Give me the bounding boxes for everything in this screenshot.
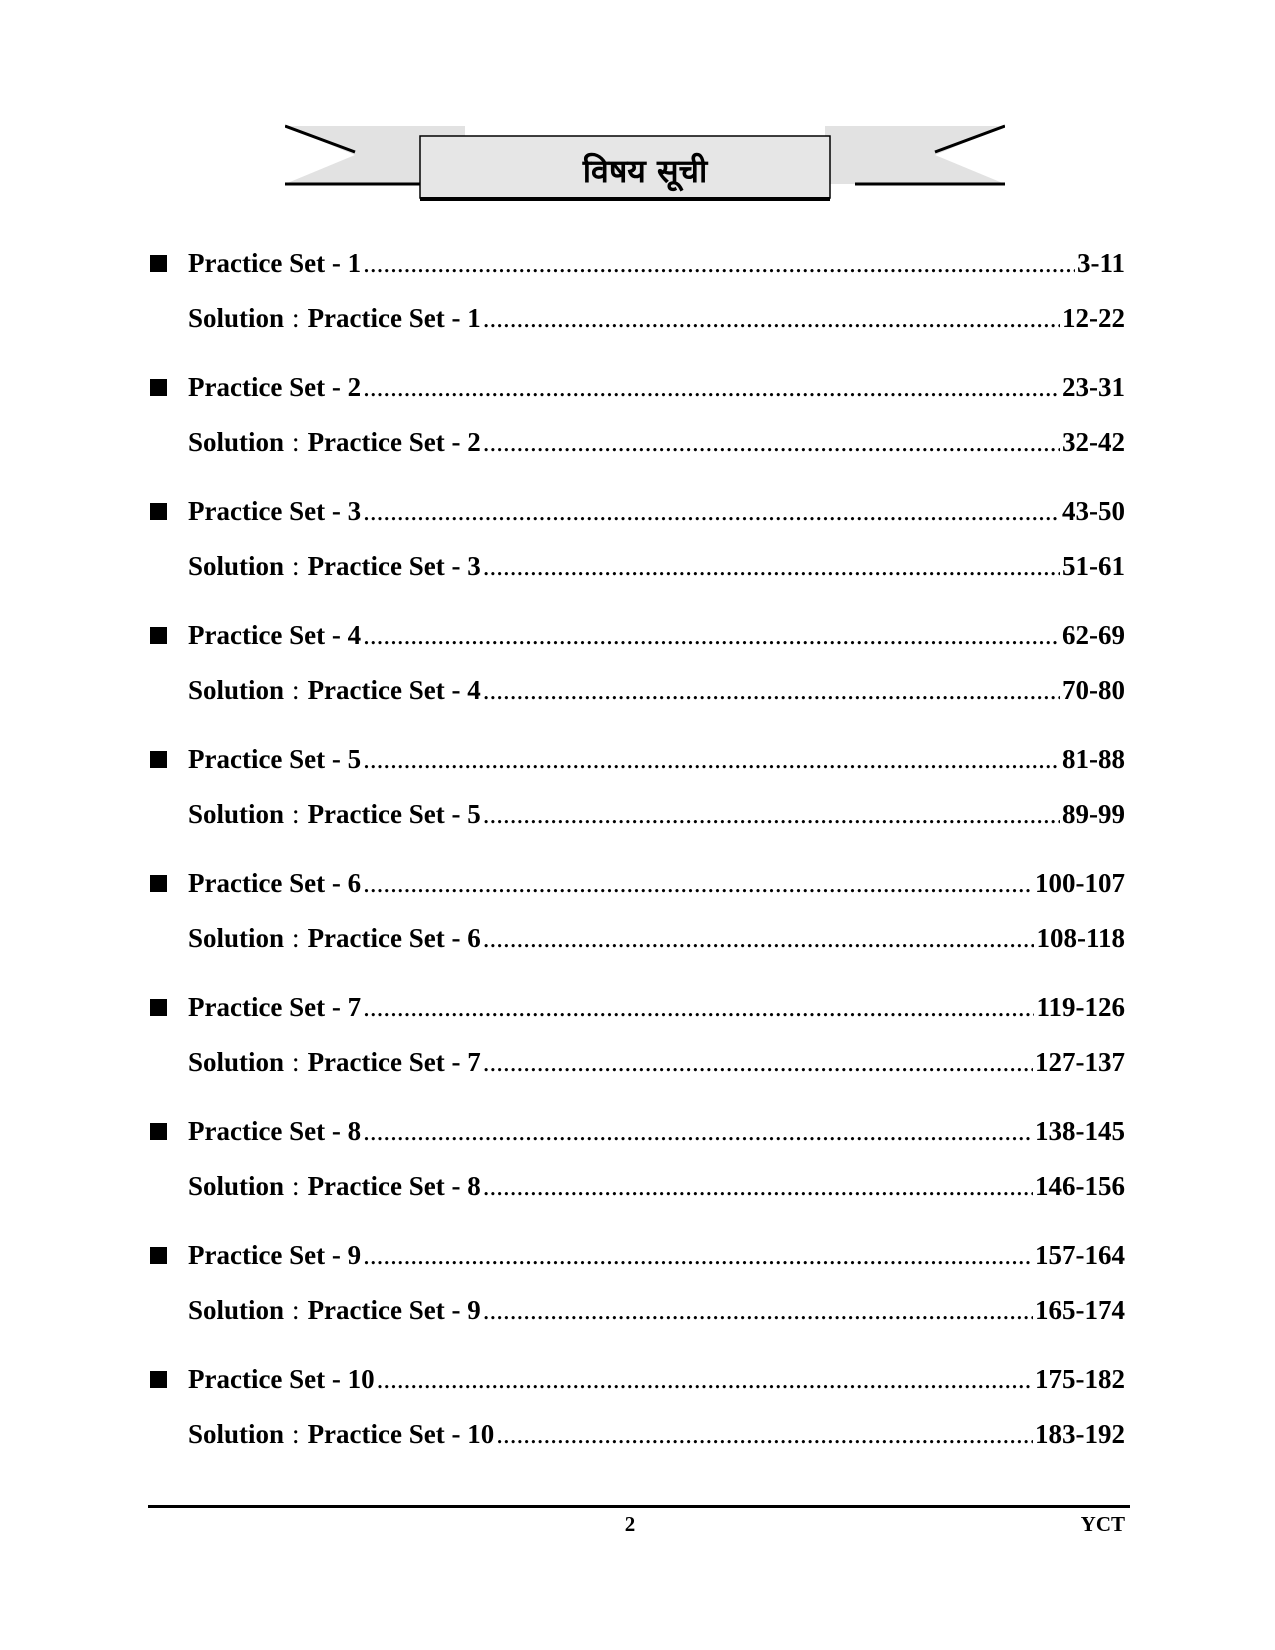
page-range: 175-182 xyxy=(1035,1364,1125,1394)
colon-separator: : xyxy=(292,923,300,953)
page-range: 100-107 xyxy=(1035,868,1125,898)
colon-separator: : xyxy=(292,1419,300,1449)
colon-separator: : xyxy=(292,799,300,829)
dot-leader xyxy=(483,663,1060,718)
entry-label: Practice Set - 6 xyxy=(307,923,481,953)
square-bullet-icon xyxy=(150,1228,188,1283)
square-bullet-icon xyxy=(150,484,188,539)
entry-label: Practice Set - 6 xyxy=(188,868,362,898)
entry-label: Practice Set - 3 xyxy=(307,551,481,581)
entry-label: Practice Set - 9 xyxy=(188,1240,362,1270)
page-range: 138-145 xyxy=(1035,1116,1125,1146)
colon-separator: : xyxy=(292,1047,300,1077)
dot-leader xyxy=(363,608,1060,663)
toc-entry-solution[interactable] xyxy=(150,291,1125,346)
toc-group xyxy=(150,484,1125,594)
dot-leader xyxy=(483,1283,1033,1338)
entry-label: Practice Set - 1 xyxy=(188,248,362,278)
toc-entry-solution[interactable] xyxy=(150,1159,1125,1214)
toc-entry-practice[interactable] xyxy=(150,980,1125,1035)
entry-label: Practice Set - 2 xyxy=(307,427,481,457)
publisher-brand: YCT xyxy=(1080,1512,1125,1536)
title-banner xyxy=(285,122,1005,212)
toc-entry-solution[interactable] xyxy=(150,911,1125,966)
toc-entry-solution[interactable] xyxy=(150,1283,1125,1338)
toc-group xyxy=(150,732,1125,842)
toc-entry-practice[interactable] xyxy=(150,732,1125,787)
entry-label: Practice Set - 2 xyxy=(188,372,362,402)
dot-leader xyxy=(363,732,1060,787)
toc-group xyxy=(150,1228,1125,1338)
dot-leader xyxy=(483,1035,1033,1090)
dot-leader xyxy=(496,1407,1033,1462)
square-bullet-icon xyxy=(150,608,188,663)
page-range: 89-99 xyxy=(1062,799,1125,829)
page-range: 32-42 xyxy=(1062,427,1125,457)
page-title: विषय सूची xyxy=(582,151,708,190)
toc-entry-practice[interactable] xyxy=(150,1352,1125,1407)
entry-label: Practice Set - 8 xyxy=(307,1171,481,1201)
colon-separator: : xyxy=(292,551,300,581)
toc-entry-solution[interactable] xyxy=(150,787,1125,842)
dot-leader xyxy=(363,236,1075,291)
toc-entry-solution[interactable] xyxy=(150,1035,1125,1090)
dot-leader xyxy=(363,1104,1033,1159)
square-bullet-icon xyxy=(150,1104,188,1159)
toc-group xyxy=(150,1352,1125,1462)
entry-label: Practice Set - 3 xyxy=(188,496,362,526)
entry-label: Practice Set - 8 xyxy=(188,1116,362,1146)
page-range: 165-174 xyxy=(1035,1295,1125,1325)
page-range: 23-31 xyxy=(1062,372,1125,402)
entry-prefix: Solution xyxy=(188,303,285,333)
page-range: 3-11 xyxy=(1076,248,1125,278)
entry-label: Practice Set - 5 xyxy=(307,799,481,829)
entry-prefix: Solution xyxy=(188,551,285,581)
square-bullet-icon xyxy=(150,732,188,787)
page-range: 62-69 xyxy=(1062,620,1125,650)
page-range: 43-50 xyxy=(1062,496,1125,526)
entry-label: Practice Set - 7 xyxy=(307,1047,481,1077)
toc-entry-practice[interactable] xyxy=(150,608,1125,663)
toc-entry-practice[interactable] xyxy=(150,236,1125,291)
toc-group xyxy=(150,980,1125,1090)
toc-entry-practice[interactable] xyxy=(150,484,1125,539)
toc-group xyxy=(150,608,1125,718)
dot-leader xyxy=(363,484,1060,539)
toc-entry-solution[interactable] xyxy=(150,1407,1125,1462)
colon-separator: : xyxy=(292,303,300,333)
page-number: 2 xyxy=(624,1512,636,1536)
toc-entry-practice[interactable] xyxy=(150,360,1125,415)
dot-leader xyxy=(363,360,1060,415)
dot-leader xyxy=(483,787,1060,842)
square-bullet-icon xyxy=(150,236,188,291)
toc-entry-solution[interactable] xyxy=(150,415,1125,470)
colon-separator: : xyxy=(292,675,300,705)
dot-leader xyxy=(363,980,1034,1035)
page-range: 12-22 xyxy=(1062,303,1125,333)
dot-leader xyxy=(483,539,1060,594)
colon-separator: : xyxy=(292,1171,300,1201)
page-range: 183-192 xyxy=(1035,1419,1125,1449)
entry-prefix: Solution xyxy=(188,1419,285,1449)
toc-group xyxy=(150,360,1125,470)
square-bullet-icon xyxy=(150,360,188,415)
entry-label: Practice Set - 1 xyxy=(307,303,481,333)
entry-prefix: Solution xyxy=(188,1295,285,1325)
dot-leader xyxy=(483,415,1060,470)
square-bullet-icon xyxy=(150,856,188,911)
toc-entry-solution[interactable] xyxy=(150,663,1125,718)
entry-prefix: Solution xyxy=(188,923,285,953)
colon-separator: : xyxy=(292,1295,300,1325)
toc-entry-practice[interactable] xyxy=(150,1104,1125,1159)
entry-prefix: Solution xyxy=(188,427,285,457)
page-range: 70-80 xyxy=(1062,675,1125,705)
entry-label: Practice Set - 4 xyxy=(188,620,362,650)
entry-prefix: Solution xyxy=(188,1171,285,1201)
dot-leader xyxy=(483,1159,1033,1214)
page-range: 146-156 xyxy=(1035,1171,1125,1201)
toc-group xyxy=(150,856,1125,966)
entry-prefix: Solution xyxy=(188,799,285,829)
dot-leader xyxy=(363,1228,1033,1283)
square-bullet-icon xyxy=(150,1352,188,1407)
entry-prefix: Solution xyxy=(188,675,285,705)
dot-leader xyxy=(483,291,1060,346)
toc-group xyxy=(150,236,1125,346)
entry-label: Practice Set - 5 xyxy=(188,744,362,774)
footer-divider xyxy=(148,1505,1130,1508)
dot-leader xyxy=(483,911,1035,966)
page-range: 108-118 xyxy=(1036,923,1125,953)
dot-leader xyxy=(363,856,1033,911)
dot-leader xyxy=(377,1352,1033,1407)
table-of-contents xyxy=(150,236,1125,1476)
page-range: 127-137 xyxy=(1035,1047,1125,1077)
entry-prefix: Solution xyxy=(188,1047,285,1077)
page-range: 157-164 xyxy=(1035,1240,1125,1270)
entry-label: Practice Set - 9 xyxy=(307,1295,481,1325)
colon-separator: : xyxy=(292,427,300,457)
entry-label: Practice Set - 10 xyxy=(188,1364,375,1394)
toc-group xyxy=(150,1104,1125,1214)
entry-label: Practice Set - 7 xyxy=(188,992,362,1022)
page-range: 119-126 xyxy=(1036,992,1125,1022)
toc-entry-practice[interactable] xyxy=(150,1228,1125,1283)
toc-entry-practice[interactable] xyxy=(150,856,1125,911)
page-range: 81-88 xyxy=(1062,744,1125,774)
page-range: 51-61 xyxy=(1062,551,1125,581)
entry-label: Practice Set - 10 xyxy=(307,1419,495,1449)
square-bullet-icon xyxy=(150,980,188,1035)
entry-label: Practice Set - 4 xyxy=(307,675,481,705)
toc-entry-solution[interactable] xyxy=(150,539,1125,594)
